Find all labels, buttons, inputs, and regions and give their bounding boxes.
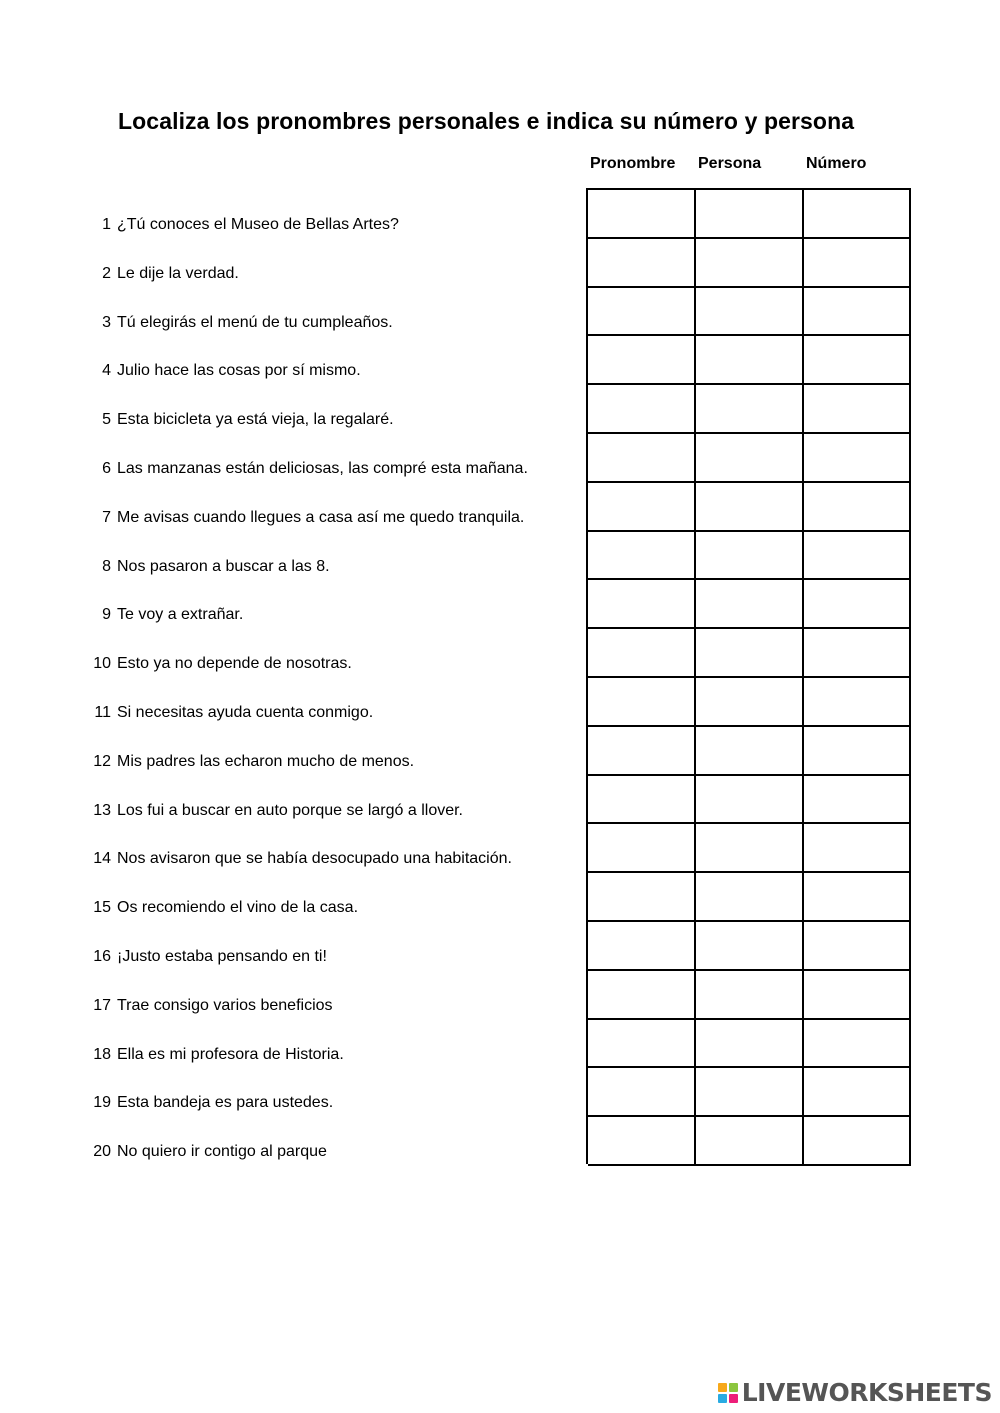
answer-cell-numero[interactable] (804, 1020, 911, 1069)
worksheet-title: Localiza los pronombres personales e indica su número y persona (118, 108, 855, 134)
answer-row (588, 1068, 911, 1117)
answer-cell-persona[interactable] (696, 288, 804, 337)
answer-cell-persona[interactable] (696, 727, 804, 776)
answer-cell-pronombre[interactable] (588, 824, 696, 873)
answer-cell-numero[interactable] (804, 385, 911, 434)
sentence-text: ¿Tú conoces el Museo de Bellas Artes? (117, 216, 399, 233)
answer-row (588, 824, 911, 873)
brand-logo (718, 1378, 992, 1407)
sentence-number: 10 (93, 655, 111, 673)
answer-row (588, 190, 911, 239)
answer-row (588, 922, 911, 971)
sentence-text: Julio hace las cosas por sí mismo. (117, 362, 361, 380)
answer-cell-persona[interactable] (696, 385, 804, 434)
sentence-number: 13 (93, 801, 111, 819)
answer-cell-persona[interactable] (696, 824, 804, 873)
sentence-text: Os recomiendo el vino de la casa. (117, 899, 359, 917)
answer-row (588, 678, 911, 727)
answer-cell-pronombre[interactable] (588, 336, 696, 385)
answer-row (588, 727, 911, 776)
answer-cell-pronombre[interactable] (588, 190, 696, 239)
answer-cell-numero[interactable] (804, 483, 911, 532)
column-header-pronombre: Pronombre (590, 155, 676, 172)
sentence-text: Esta bandeja es para ustedes. (117, 1094, 334, 1112)
answer-cell-persona[interactable] (696, 239, 804, 288)
sentence-text: Trae consigo varios beneficios (117, 996, 333, 1014)
sentence-text: Mis padres las echaron mucho de menos. (117, 752, 415, 770)
brand-name: LIVEWORKSHEETS (741, 1378, 992, 1407)
sentence-text: No quiero ir contigo al parque (117, 1143, 327, 1161)
sentence-text: Tú elegirás el menú de tu cumpleaños. (117, 313, 393, 331)
answer-cell-numero[interactable] (804, 288, 911, 337)
answer-cell-persona[interactable] (696, 190, 804, 239)
logo-square (718, 1394, 727, 1403)
answer-cell-persona[interactable] (696, 532, 804, 581)
answer-cell-numero[interactable] (804, 434, 911, 483)
answer-row (588, 629, 911, 678)
sentence-number: 3 (102, 313, 111, 331)
answer-cell-pronombre[interactable] (588, 1020, 696, 1069)
sentence-number: 5 (102, 411, 111, 429)
sentence-number: 19 (93, 1094, 111, 1112)
answer-cell-numero[interactable] (804, 971, 911, 1020)
logo-square (729, 1394, 738, 1403)
logo-square (729, 1383, 738, 1392)
column-header-persona: Persona (698, 155, 762, 172)
sentence-number: 12 (93, 752, 111, 770)
sentence-number: 1 (102, 216, 111, 233)
answer-cell-persona[interactable] (696, 873, 804, 922)
answer-cell-pronombre[interactable] (588, 1068, 696, 1117)
answer-cell-numero[interactable] (804, 922, 911, 971)
sentence-text: Le dije la verdad. (117, 264, 239, 282)
answer-row (588, 580, 911, 629)
sentence-number: 15 (93, 899, 111, 917)
answer-row (588, 288, 911, 337)
answer-cell-numero[interactable] (804, 336, 911, 385)
answer-cell-persona[interactable] (696, 434, 804, 483)
sentence-number: 16 (93, 948, 111, 965)
answer-row (588, 971, 911, 1020)
answer-cell-persona[interactable] (696, 483, 804, 532)
answer-row (588, 1117, 911, 1166)
answer-row (588, 873, 911, 922)
logo-square (718, 1383, 727, 1392)
answer-cell-pronombre[interactable] (588, 727, 696, 776)
sentence-number: 11 (94, 704, 111, 721)
answer-cell-persona[interactable] (696, 1020, 804, 1069)
answer-row (588, 483, 911, 532)
answer-cell-numero[interactable] (804, 873, 911, 922)
answer-grid (586, 188, 911, 1164)
answer-row (588, 776, 911, 825)
sentence-number: 4 (102, 362, 111, 380)
answer-cell-numero[interactable] (804, 629, 911, 678)
answer-cell-persona[interactable] (696, 678, 804, 727)
answer-cell-pronombre[interactable] (588, 288, 696, 337)
answer-cell-pronombre[interactable] (588, 239, 696, 288)
sentence-text: Las manzanas están deliciosas, las compré esta mañana. (117, 460, 528, 477)
answer-row (588, 385, 911, 434)
answer-cell-persona[interactable] (696, 336, 804, 385)
answer-cell-pronombre[interactable] (588, 434, 696, 483)
answer-cell-persona[interactable] (696, 776, 804, 825)
sentence-number: 7 (102, 508, 111, 526)
sentence-number: 20 (93, 1143, 111, 1161)
answer-cell-numero[interactable] (804, 727, 911, 776)
answer-row (588, 239, 911, 288)
answer-cell-pronombre[interactable] (588, 532, 696, 581)
sentence-number: 18 (93, 1045, 111, 1063)
answer-cell-pronombre[interactable] (588, 580, 696, 629)
sentence-text: Me avisas cuando llegues a casa así me quedo tranquila. (117, 508, 525, 526)
sentence-number: 8 (102, 557, 111, 575)
answer-row (588, 1020, 911, 1069)
sentence-number: 6 (102, 460, 111, 477)
answer-row (588, 434, 911, 483)
answer-cell-pronombre[interactable] (588, 385, 696, 434)
answer-cell-numero[interactable] (804, 580, 911, 629)
answer-cell-numero[interactable] (804, 1117, 911, 1166)
column-header-numero: Número (806, 155, 867, 172)
sentence-text: ¡Justo estaba pensando en ti! (117, 948, 327, 965)
sentence-number: 9 (102, 606, 111, 624)
answer-row (588, 336, 911, 385)
answer-cell-persona[interactable] (696, 1117, 804, 1166)
answer-cell-persona[interactable] (696, 1068, 804, 1117)
answer-cell-numero[interactable] (804, 239, 911, 288)
sentence-text: Te voy a extrañar. (117, 606, 244, 624)
sentence-number: 2 (102, 264, 111, 282)
sentence-text: Ella es mi profesora de Historia. (117, 1045, 344, 1063)
sentence-text: Si necesitas ayuda cuenta conmigo. (117, 704, 374, 721)
sentence-text: Esto ya no depende de nosotras. (117, 655, 352, 673)
answer-row (588, 532, 911, 581)
answer-cell-pronombre[interactable] (588, 678, 696, 727)
answer-cell-numero[interactable] (804, 678, 911, 727)
sentence-number: 14 (93, 850, 111, 868)
answer-cell-persona[interactable] (696, 580, 804, 629)
sentence-text: Nos pasaron a buscar a las 8. (117, 557, 330, 575)
answer-cell-persona[interactable] (696, 971, 804, 1020)
liveworksheets-logo-icon (718, 1383, 738, 1403)
answer-cell-pronombre[interactable] (588, 922, 696, 971)
answer-cell-pronombre[interactable] (588, 483, 696, 532)
answer-cell-persona[interactable] (696, 922, 804, 971)
answer-cell-pronombre[interactable] (588, 971, 696, 1020)
answer-cell-persona[interactable] (696, 629, 804, 678)
answer-cell-numero[interactable] (804, 190, 911, 239)
answer-cell-pronombre[interactable] (588, 1117, 696, 1166)
answer-cell-numero[interactable] (804, 1068, 911, 1117)
answer-cell-pronombre[interactable] (588, 629, 696, 678)
answer-cell-numero[interactable] (804, 776, 911, 825)
sentence-number: 17 (93, 996, 111, 1014)
sentence-text: Nos avisaron que se había desocupado una habitación. (117, 850, 512, 868)
answer-cell-numero[interactable] (804, 824, 911, 873)
sentence-text: Esta bicicleta ya está vieja, la regalaré. (117, 411, 394, 429)
answer-cell-numero[interactable] (804, 532, 911, 581)
answer-cell-pronombre[interactable] (588, 776, 696, 825)
sentence-text: Los fui a buscar en auto porque se largó a llover. (117, 801, 463, 819)
answer-cell-pronombre[interactable] (588, 873, 696, 922)
